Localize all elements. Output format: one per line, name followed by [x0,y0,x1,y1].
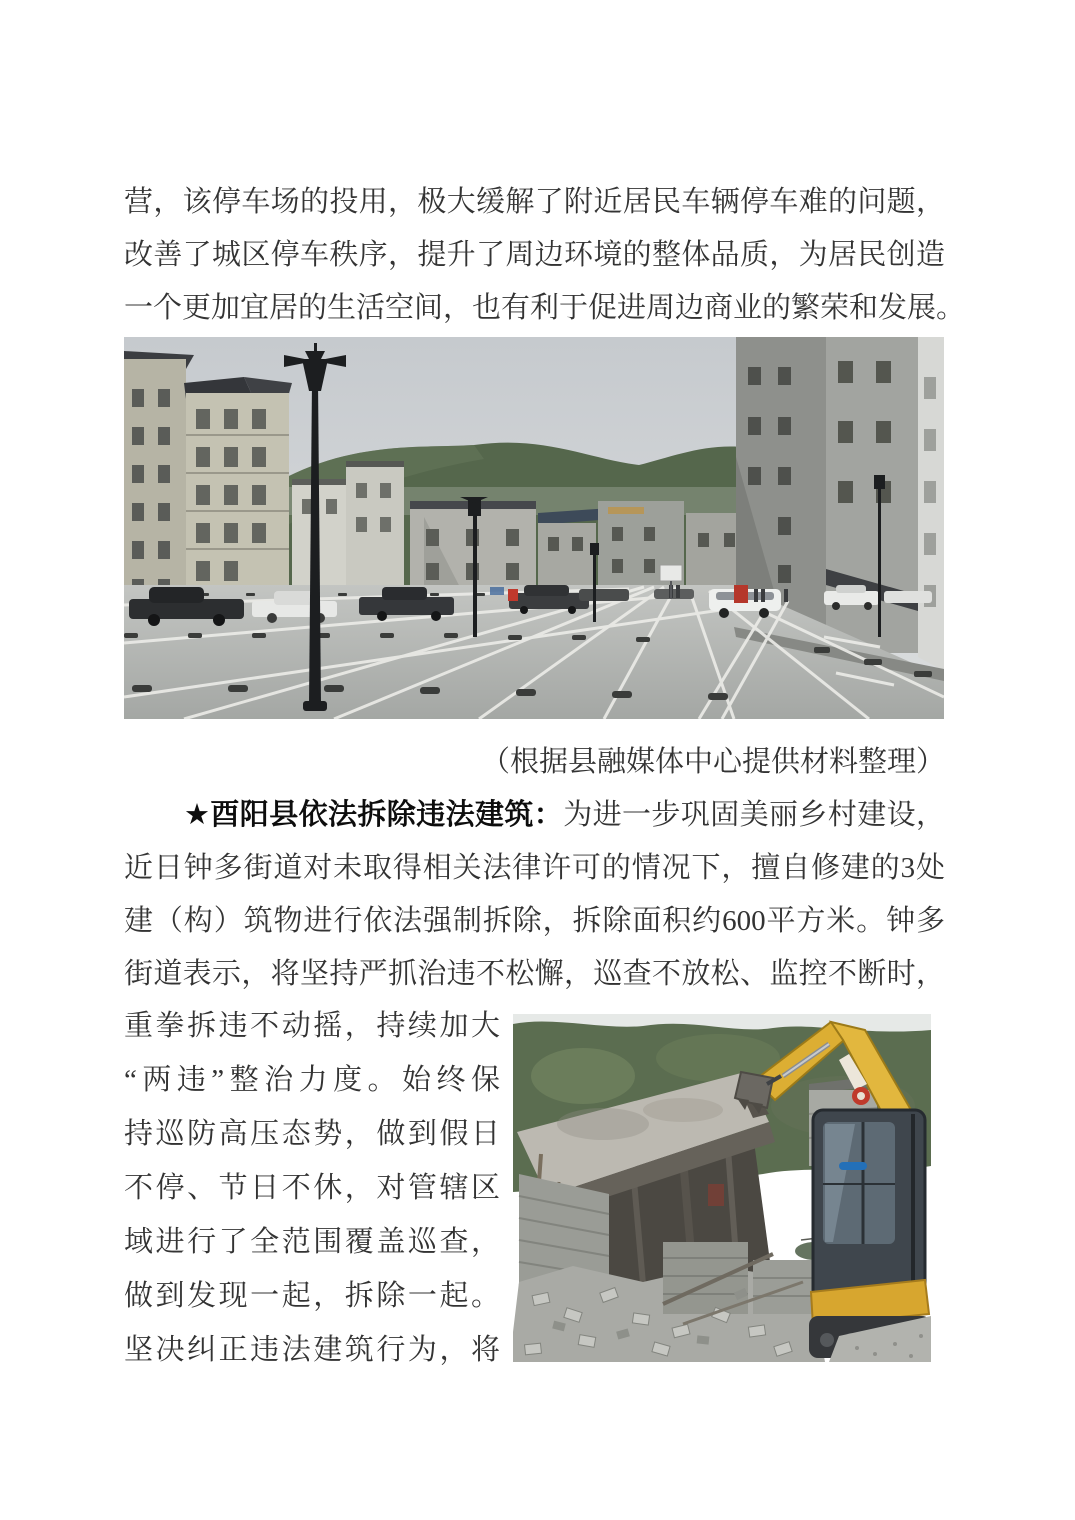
paragraph-continuation [124,176,966,335]
parking-lot-photo [124,337,944,719]
text-line: 近日钟多街道对未取得相关法律许可的情况下，擅自修建的3处 [124,852,945,884]
text-line: “两违”整治力度。始终保 [124,1064,500,1096]
text-line: 街道表示，将坚持严抓治违不松懈，巡查不放松、监控不断时， [124,958,945,990]
article-text-column [124,999,500,1377]
text-line: 域进行了全范围覆盖巡查， [124,1226,500,1258]
photo-caption: （根据县融媒体中心提供材料整理） [480,746,945,778]
text-line: 不停、节日不休，对管辖区 [124,1172,500,1204]
text-line: 营，该停车场的投用，极大缓解了附近居民车辆停车难的问题， [124,186,945,218]
article-lead: 为进一步巩固美丽乡村建设， [563,799,945,831]
text-line: 持巡防高压态势，做到假日 [124,1118,500,1150]
demolition-photo [513,1014,931,1362]
text-line: 坚决纠正违法建筑行为，将 [124,1334,500,1366]
article-heading-line [124,789,945,842]
article-heading: ★酉阳县依法拆除违法建筑： [184,799,564,831]
text-line: 一个更加宜居的生活空间，也有利于促进周边商业的繁荣和发展。 [124,292,966,324]
text-line: 建（构）筑物进行依法强制拆除，拆除面积约600平方米。钟多 [124,905,945,937]
text-line: 做到发现一起，拆除一起。 [124,1280,500,1312]
article-paragraph [124,789,945,1001]
text-line: 改善了城区停车秩序，提升了周边环境的整体品质，为居民创造 [124,239,945,271]
photo2-excavator-tracks [809,1316,931,1362]
text-line: 重拳拆违不动摇，持续加大 [124,1010,500,1042]
photo2-excavator-cab [811,1110,929,1326]
